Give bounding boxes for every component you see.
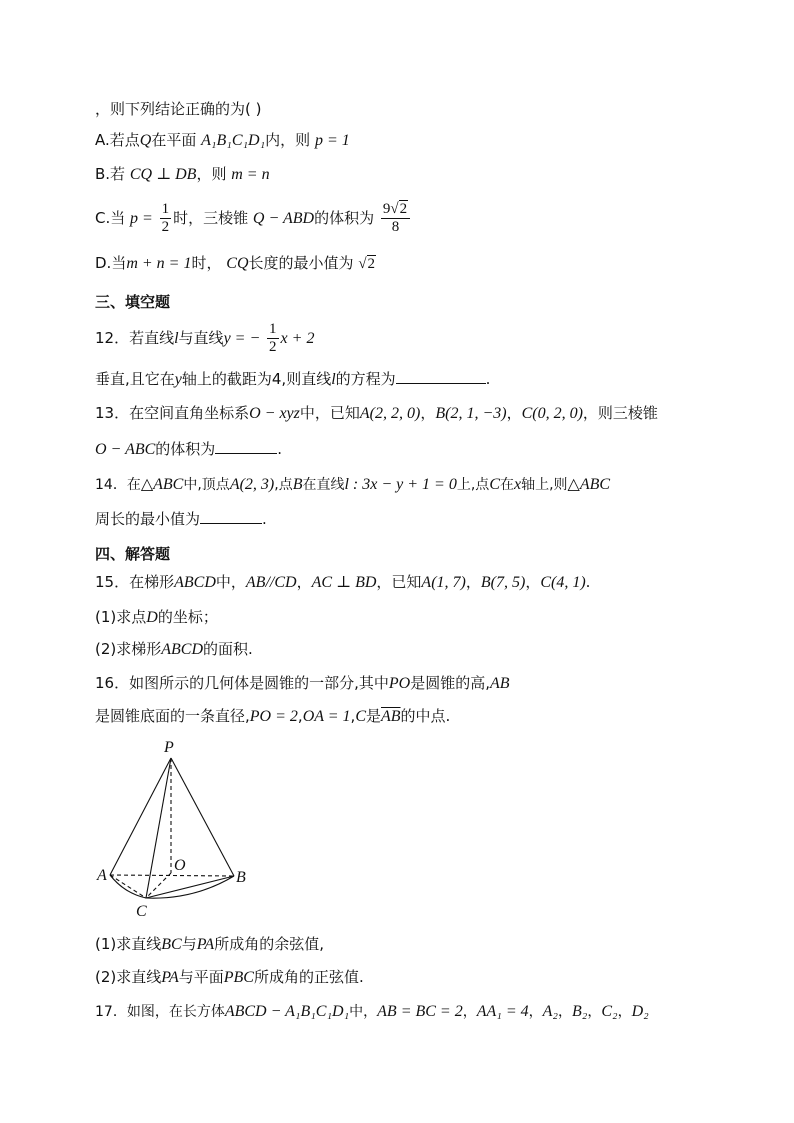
q11-intro: ，则下列结论正确的为( )	[95, 100, 262, 118]
label-a: A	[97, 867, 107, 884]
section-heading-fill-in: 三、填空题	[95, 293, 171, 311]
label-c: C	[136, 903, 147, 920]
edge-pc	[146, 758, 171, 898]
q15-part2: (2)求梯形ABCD的面积.	[95, 640, 253, 658]
cone-figure	[94, 738, 264, 923]
fraction-half: $\frac{1}{2}$	[161, 201, 170, 235]
q13-line1: 13．在空间直角坐标系O − xyz中，已知A(2, 2, 0)，B(2, 1, −3)，C(0, 2, 0)，则三棱锥	[95, 404, 658, 422]
q11-option-d: D.当m + n = 1时， CQ长度的最小值为 √2	[95, 254, 376, 272]
q16-line1: 16．如图所示的几何体是圆锥的一部分,其中PO是圆锥的高,AB	[95, 674, 510, 692]
q15-part1: (1)求点D的坐标；	[95, 608, 218, 626]
edge-pa	[110, 758, 171, 875]
answer-blank[interactable]	[215, 439, 277, 454]
q11-option-b: B.若 CQ ⊥ DB，则 m = n	[95, 165, 270, 183]
edge-bc	[146, 876, 234, 898]
q14-line2: 周长的最小值为 .	[95, 510, 267, 528]
section-heading-solutions: 四、解答题	[95, 545, 171, 563]
q12-line2: 垂直,且它在y轴上的截距为4,则直线l的方程为 .	[95, 370, 491, 388]
q15-stem: 15．在梯形ABCD中，AB//CD，AC ⊥ BD，已知A(1, 7)，B(7, 5)，C(4, 1).	[95, 573, 591, 591]
fraction-volume: $\frac{9√2}{8}$	[381, 201, 410, 236]
q16-part1: (1)求直线BC与PA所成角的余弦值,	[95, 935, 324, 953]
q12-line1: 12．若直线l与直线y = − $\frac{1}{2}$ x + 2	[95, 321, 315, 355]
q14-line1: 14．在△ABC中,顶点A(2, 3),点B在直线l : 3x − y + 1 = 0上,点C在x轴上,则△ABC	[95, 476, 611, 493]
answer-blank[interactable]	[200, 509, 262, 524]
answer-blank[interactable]	[396, 369, 486, 384]
q11-option-a: A.若点Q在平面 A₁B₁C₁D₁内，则 p = 1	[95, 131, 350, 149]
diameter-ab	[110, 875, 234, 876]
q11-option-c: C.当 p = $\frac{1}{2}$ 时，三棱锥 Q − ABD的体积为 $\frac{9√2}{8}$	[95, 199, 412, 238]
label-p: P	[164, 739, 174, 756]
q13-line2: O − ABC的体积为 .	[95, 440, 283, 458]
q17-stem: 17．如图，在长方体ABCD − A₁B₁C₁D₁中，AB = BC = 2，AA₁ = 4，A₂，B₂，C₂，D₂	[95, 1003, 649, 1020]
q16-line2: 是圆锥底面的一条直径,PO = 2,OA = 1,C是$\overline{AB}$的中点.	[95, 707, 451, 725]
q16-part2: (2)求直线PA与平面PBC所成角的正弦值.	[95, 968, 364, 986]
segment-ac	[110, 875, 146, 898]
label-b: B	[236, 869, 246, 886]
label-o: O	[174, 857, 186, 874]
